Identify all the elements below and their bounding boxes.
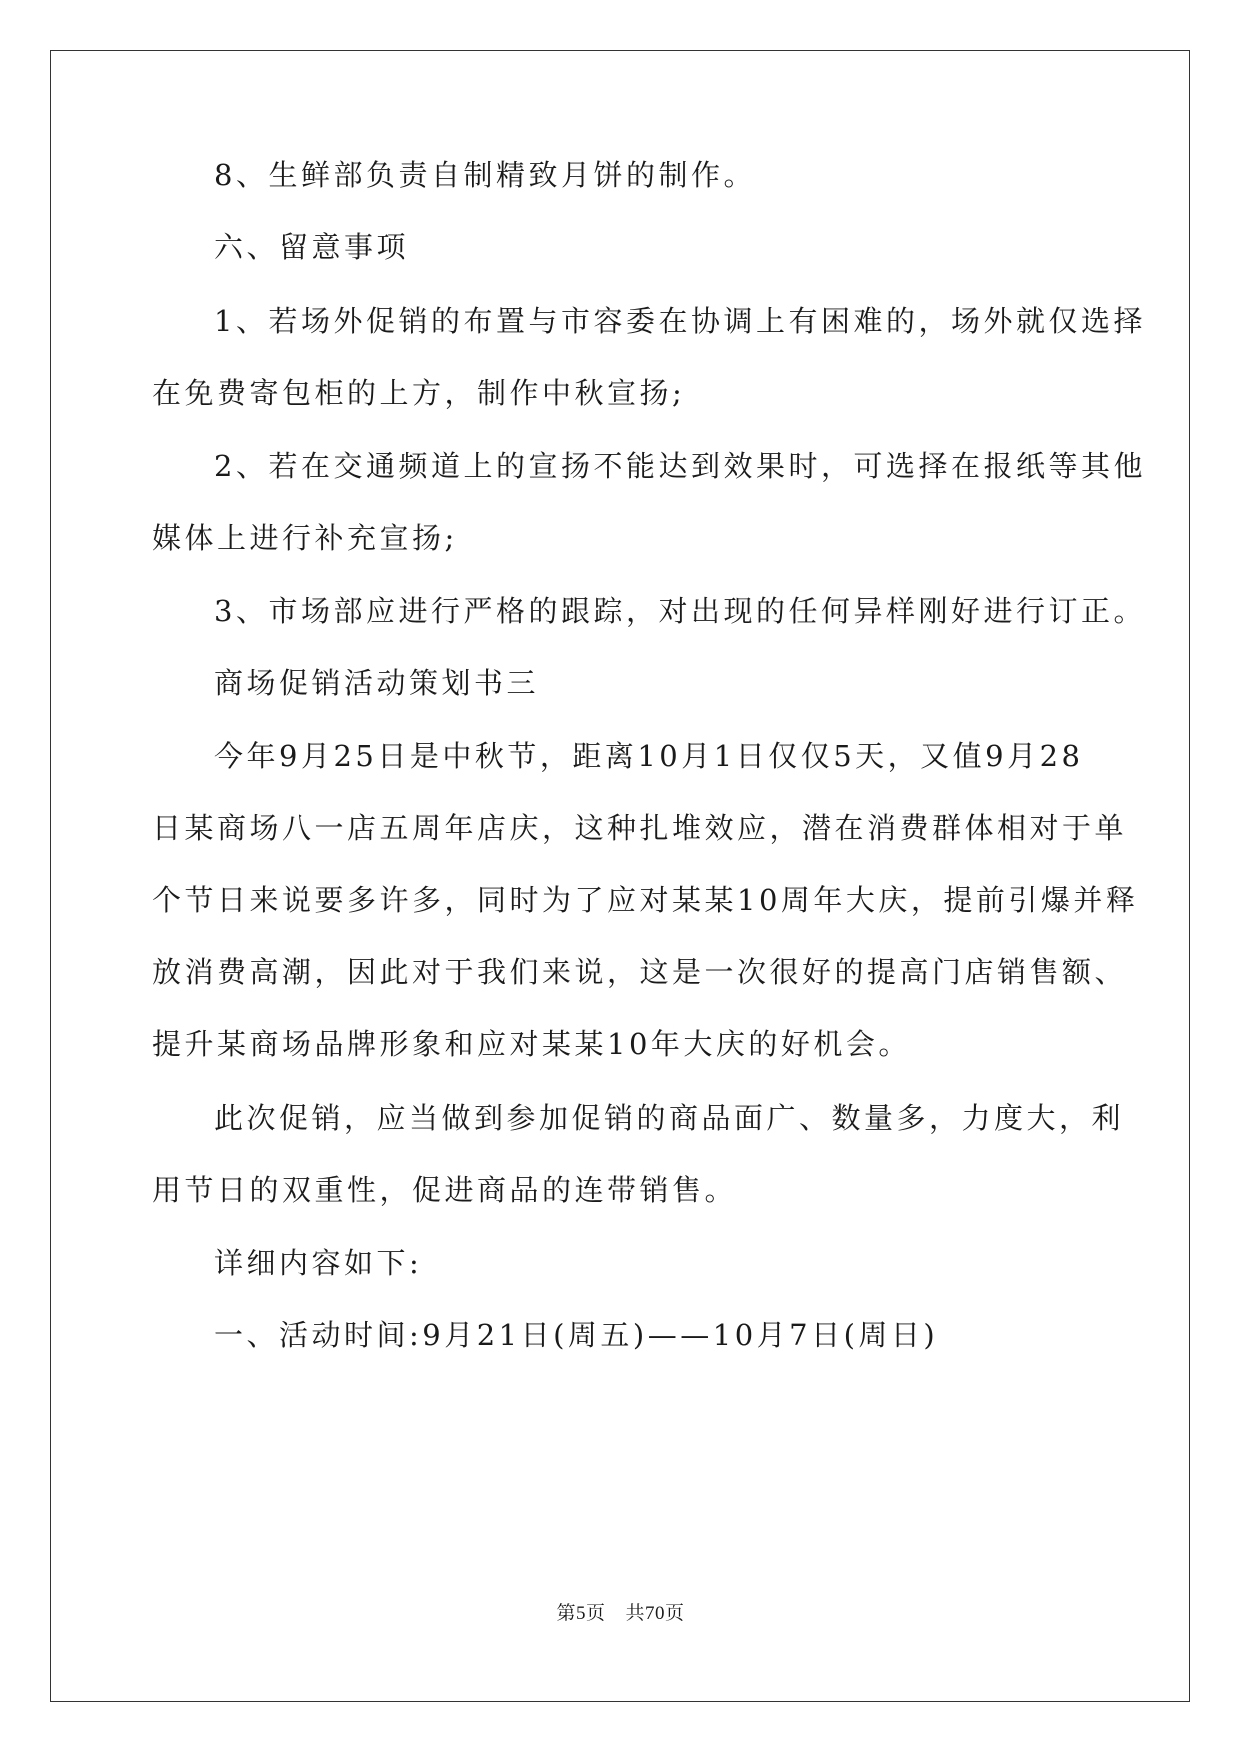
total-prefix: 共	[625, 1602, 646, 1624]
page-suffix: 页	[585, 1602, 606, 1624]
note-item-2-line-1: 2、若在交通频道上的宣扬不能达到效果时，可选择在报纸等其他	[214, 449, 1146, 483]
paragraph-1-line-1: 今年9月25日是中秋节，距离10月1日仅仅5天，又值9月28	[214, 739, 1084, 773]
page-border	[50, 50, 1190, 1702]
paragraph-2-line-1: 此次促销，应当做到参加促销的商品面广、数量多，力度大，利	[214, 1101, 1125, 1135]
page-number: 5	[575, 1603, 586, 1624]
note-item-1-line-2: 在免费寄包柜的上方，制作中秋宣扬;	[152, 376, 686, 410]
section-heading-notes: 六、留意事项	[214, 230, 410, 264]
paragraph-1-line-4: 放消费高潮，因此对于我们来说，这是一次很好的提高门店销售额、	[152, 955, 1128, 989]
details-intro: 详细内容如下:	[214, 1246, 423, 1280]
note-item-1-line-1: 1、若场外促销的布置与市容委在协调上有困难的，场外就仅选择	[214, 304, 1146, 338]
note-item-3: 3、市场部应进行严格的跟踪，对出现的任何异样刚好进行订正。	[214, 594, 1146, 628]
paragraph-1-line-5: 提升某商场品牌形象和应对某某10年大庆的好机会。	[152, 1027, 911, 1061]
paragraph-2-line-2: 用节日的双重性，促进商品的连带销售。	[152, 1173, 738, 1207]
list-item-fresh-dept: 8、生鲜部负责自制精致月饼的制作。	[214, 158, 756, 192]
total-pages: 70	[645, 1603, 666, 1624]
page-prefix: 第	[556, 1602, 576, 1624]
section-title-plan-three: 商场促销活动策划书三	[214, 666, 540, 700]
paragraph-1-line-3: 个节日来说要多许多，同时为了应对某某10周年大庆，提前引爆并释	[152, 883, 1139, 917]
total-suffix: 页	[665, 1602, 685, 1624]
paragraph-1-line-2: 日某商场八一店五周年店庆，这种扎堆效应，潜在消费群体相对于单	[152, 811, 1128, 845]
note-item-2-line-2: 媒体上进行补充宣扬;	[152, 521, 458, 555]
activity-time: 一、活动时间:9月21日(周五)——10月7日(周日)	[214, 1318, 939, 1352]
page-footer	[0, 1600, 1241, 1627]
